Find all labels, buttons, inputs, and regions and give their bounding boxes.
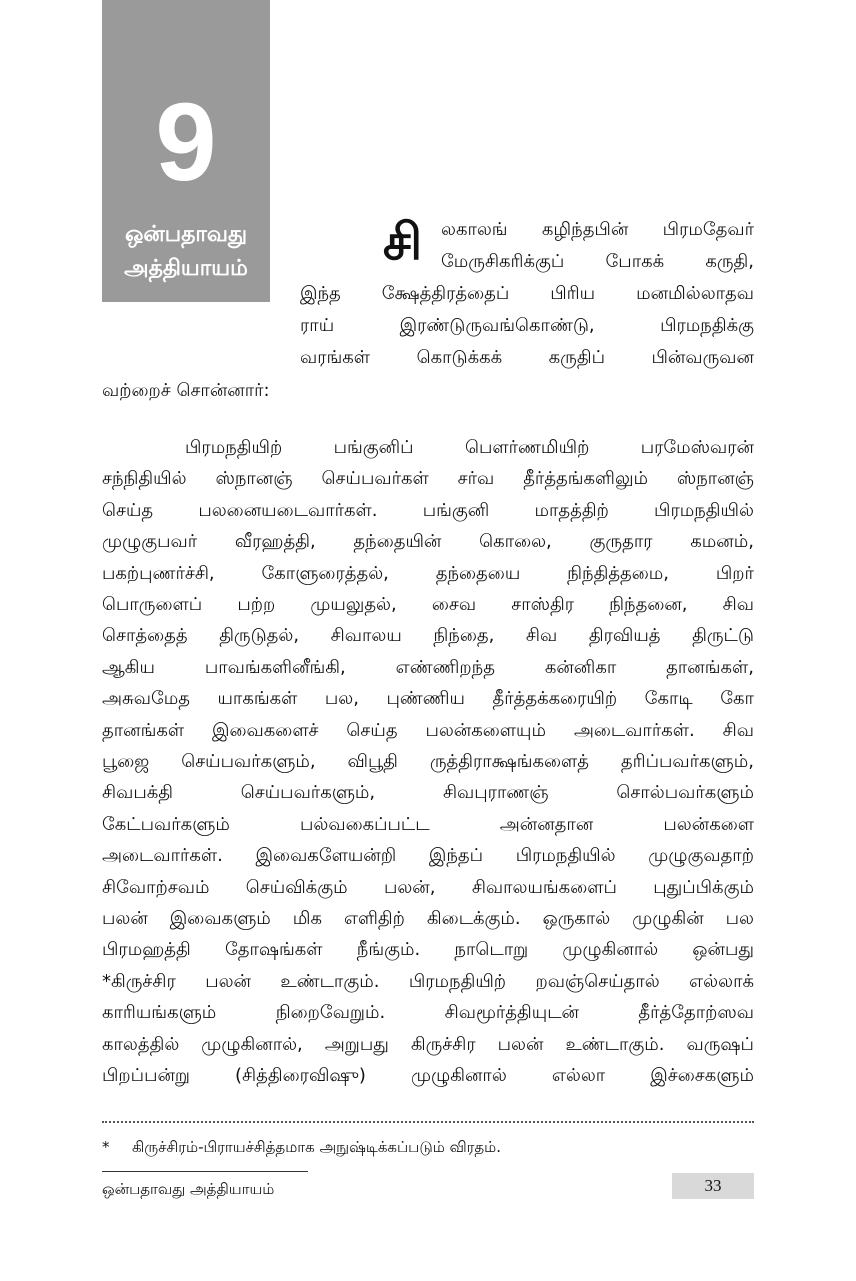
word: பலன்களை bbox=[663, 813, 754, 835]
intro-line bbox=[300, 346, 754, 370]
word: புண்ணிய bbox=[386, 688, 465, 710]
intro-line bbox=[300, 282, 754, 306]
body-line bbox=[102, 624, 754, 648]
word: சைவ bbox=[431, 594, 477, 615]
word: திருடுதல், bbox=[219, 625, 300, 647]
word: உண்டாகும். bbox=[280, 970, 380, 992]
body-line bbox=[102, 1033, 754, 1057]
word: றவஞ்செய்தால் bbox=[535, 970, 660, 992]
word: பலன் bbox=[205, 970, 251, 992]
drop-cap: சி bbox=[383, 213, 423, 271]
word: கமனம், bbox=[690, 531, 754, 553]
word: பிரமநதிக்கு bbox=[660, 315, 754, 336]
footnote bbox=[102, 1136, 754, 1158]
word: பிரமநதியிற் bbox=[185, 437, 283, 458]
body-line bbox=[102, 562, 754, 586]
word: ஸ்நானஞ் bbox=[215, 468, 293, 490]
word: பிரமநதியிற் bbox=[408, 970, 507, 992]
word: செய்பவர்களும், bbox=[181, 751, 316, 772]
word: அசுவமேத bbox=[102, 688, 190, 710]
footnote-marker: * bbox=[102, 1138, 110, 1156]
word: ஆகிய bbox=[102, 656, 155, 678]
chapter-title bbox=[102, 218, 270, 286]
body-line bbox=[102, 1001, 754, 1025]
word: பகற்புணர்ச்சி, bbox=[102, 562, 215, 584]
word: முழுகினால் bbox=[411, 1065, 507, 1086]
body-line bbox=[102, 781, 754, 805]
word: நிந்தித்தமை, bbox=[567, 562, 670, 584]
word: பல, bbox=[324, 688, 359, 710]
body-line bbox=[185, 436, 754, 460]
body-line bbox=[102, 719, 754, 743]
word: சிவ bbox=[525, 625, 558, 647]
word: பிரிய bbox=[550, 283, 596, 304]
word: புதுப்பிக்கும் bbox=[653, 876, 754, 898]
word: மாதத்திற் bbox=[534, 499, 609, 521]
word: தோஷங்கள் bbox=[224, 939, 323, 961]
body-line bbox=[102, 530, 754, 554]
word: பங்குனி bbox=[422, 499, 490, 521]
word: இவைகளைச் bbox=[212, 719, 319, 741]
word: வருஷப் bbox=[686, 1033, 754, 1055]
word: ஒருகால் bbox=[542, 908, 611, 929]
body-line bbox=[102, 970, 754, 994]
word: முழுகினால் bbox=[562, 939, 659, 961]
word: அடைவார்கள். bbox=[573, 719, 695, 741]
intro-line bbox=[441, 218, 754, 242]
intro-line: வற்றைச் சொன்னார்: bbox=[102, 380, 270, 401]
word: பிரமநதியில் bbox=[515, 845, 616, 867]
word: சிவபக்தி bbox=[102, 782, 173, 804]
footnote-text: கிருச்சிரம்-பிராயச்சித்தமாக அநுஷ்டிக்கப்படும் விரதம். bbox=[132, 1138, 501, 1156]
word: பலனையடைவார்கள். bbox=[198, 499, 378, 521]
word: தானங்கள் bbox=[102, 719, 185, 741]
word: பல bbox=[725, 908, 754, 929]
word: மிக bbox=[292, 908, 322, 929]
word: எல்லாக் bbox=[689, 970, 754, 992]
word: கேட்பவர்களும் bbox=[102, 813, 230, 835]
word: நிந்தை, bbox=[433, 625, 495, 647]
word: தந்தையின் bbox=[353, 531, 442, 553]
word: அடைவார்கள். bbox=[102, 845, 223, 867]
body-line bbox=[102, 656, 754, 680]
page-number: 33 bbox=[672, 1173, 754, 1199]
word: செய்பவர்கள் bbox=[321, 468, 429, 490]
running-title: ஒன்பதாவது அத்தியாயம் bbox=[102, 1180, 275, 1198]
word: பலன், bbox=[383, 876, 436, 898]
word: கோடி bbox=[644, 688, 693, 710]
word: யாகங்கள் bbox=[217, 688, 298, 710]
chapter-title-line-1: ஒன்பதாவது bbox=[124, 222, 248, 247]
word: பிரமஹத்தி bbox=[102, 939, 191, 961]
word: சிவ bbox=[722, 719, 754, 741]
word: இந்த bbox=[300, 283, 341, 304]
word: வீரஹத்தி, bbox=[234, 531, 316, 553]
word: தீர்த்தங்களிலும் bbox=[523, 468, 648, 490]
body-line bbox=[102, 687, 754, 711]
word: ஒன்பது bbox=[692, 939, 754, 961]
word: கழிந்தபின் bbox=[541, 219, 629, 240]
word: இந்தப் bbox=[428, 845, 484, 867]
word: கோ bbox=[720, 688, 754, 710]
word: திரவியத் bbox=[588, 625, 661, 647]
word: கருதிப் bbox=[548, 347, 605, 368]
word: கருதி, bbox=[705, 251, 754, 272]
word: கொலை, bbox=[479, 531, 552, 553]
word: அறுபது bbox=[324, 1033, 389, 1055]
word: லகாலங் bbox=[441, 219, 508, 240]
word: பலன்களையும் bbox=[425, 719, 546, 741]
body-line bbox=[102, 844, 754, 868]
word: நாடொறு bbox=[454, 939, 529, 961]
word: காலத்தில் bbox=[102, 1033, 180, 1055]
word: இவைகளேயன்றி bbox=[255, 845, 397, 867]
word: முயலுதல், bbox=[310, 594, 397, 615]
word: அன்னதான bbox=[499, 813, 594, 835]
body-line bbox=[102, 876, 754, 900]
word: கன்னிகா bbox=[544, 656, 617, 678]
intro-line bbox=[300, 314, 754, 338]
word: *கிருச்சிர bbox=[102, 970, 176, 992]
word: இரண்டுருவங்கொண்டு, bbox=[399, 315, 595, 336]
word: எல்லா bbox=[551, 1065, 606, 1086]
word: வரங்கள் bbox=[300, 347, 371, 368]
word: எண்ணிறந்த bbox=[395, 656, 495, 678]
word: பலன் bbox=[497, 1033, 544, 1055]
word: ராய் bbox=[300, 315, 335, 336]
chapter-heading-box bbox=[102, 0, 270, 302]
word: சிவோற்சவம் bbox=[102, 876, 210, 898]
intro-line bbox=[441, 250, 754, 274]
body-line bbox=[102, 907, 754, 931]
chapter-number: 9 bbox=[155, 81, 217, 204]
body-line bbox=[102, 750, 754, 774]
word: காரியங்களும் bbox=[102, 1002, 217, 1024]
body-line bbox=[102, 593, 754, 617]
word: சிவமூர்த்தியுடன் bbox=[444, 1002, 579, 1024]
word: தந்தையை bbox=[435, 562, 521, 584]
word: பாவங்களினீங்கி, bbox=[204, 656, 346, 678]
word: முழுகுபவர் bbox=[102, 531, 198, 553]
word: எளிதிற் bbox=[343, 908, 405, 929]
word: ஸ்நானஞ் bbox=[676, 468, 754, 490]
body-line bbox=[102, 1064, 754, 1088]
word: பின்வருவன bbox=[651, 347, 754, 368]
word: திருட்டு bbox=[692, 625, 754, 647]
word: ருத்திராக்ஷங்களைத் bbox=[429, 751, 589, 772]
body-line bbox=[102, 813, 754, 837]
word: பௌர்ணமியிற் bbox=[464, 437, 590, 458]
word: சர்வ bbox=[457, 468, 495, 490]
word: குருதார bbox=[589, 531, 653, 553]
word: தரிப்பவர்களும், bbox=[620, 751, 754, 772]
word: பங்குனிப் bbox=[333, 437, 414, 458]
word: பிரமநதியில் bbox=[654, 499, 754, 521]
chapter-title-line-2: அத்தியாயம் bbox=[124, 256, 248, 281]
word: (சித்திரைவிஷு) bbox=[235, 1065, 366, 1086]
word: சிவ bbox=[722, 594, 754, 615]
word: கோளுரைத்தல், bbox=[261, 562, 389, 584]
footnote-separator bbox=[102, 1121, 754, 1123]
word: செய்த bbox=[102, 499, 154, 521]
word: மேருசிகரிக்குப் bbox=[441, 251, 565, 272]
word: தானங்கள், bbox=[666, 656, 754, 678]
word: செய்விக்கும் bbox=[245, 876, 348, 898]
word: செய்த bbox=[346, 719, 398, 741]
body-line bbox=[102, 467, 754, 491]
body-line bbox=[102, 938, 754, 962]
word: விபூதி bbox=[347, 751, 398, 772]
word: கிருச்சிர bbox=[410, 1033, 476, 1055]
word: பரமேஸ்வரன் bbox=[640, 437, 754, 458]
word: நிந்தனை, bbox=[609, 594, 688, 615]
word: சொத்தைத் bbox=[102, 625, 188, 647]
word: சொல்பவர்களும் bbox=[616, 782, 754, 804]
word: சிவாலயங்களைப் bbox=[471, 876, 617, 898]
footer-rule bbox=[102, 1171, 308, 1172]
word: கிடைக்கும். bbox=[426, 908, 521, 929]
word: தீர்த்தக்கரையிற் bbox=[492, 688, 618, 710]
word: சந்நிதியில் bbox=[102, 468, 187, 490]
word: பலன் bbox=[102, 908, 148, 929]
word: இச்சைகளும் bbox=[650, 1065, 754, 1086]
word: பிறப்பன்று bbox=[102, 1065, 190, 1086]
word: தீர்த்தோற்ஸவ bbox=[638, 1002, 754, 1024]
word: முழுகினால், bbox=[201, 1033, 303, 1055]
word: பூஜை bbox=[102, 751, 150, 772]
word: பிரமதேவர் bbox=[662, 219, 754, 240]
word: பற்ற bbox=[237, 594, 276, 615]
word: பொருளைப் bbox=[102, 594, 203, 615]
word: முழுகுவதாற் bbox=[648, 845, 754, 867]
word: சிவாலய bbox=[330, 625, 402, 647]
word: மனமில்லாதவ bbox=[636, 283, 754, 304]
word: சிவபுராணஞ் bbox=[442, 782, 549, 804]
word: க்ஷேத்திரத்தைப் bbox=[381, 283, 510, 304]
word: சாஸ்திர bbox=[511, 594, 574, 615]
body-line bbox=[102, 499, 754, 523]
word: பிறர் bbox=[715, 562, 754, 584]
word: நிறைவேறும். bbox=[275, 1002, 386, 1024]
word: இவைகளும் bbox=[169, 908, 271, 929]
word: பல்வகைப்பட்ட bbox=[300, 813, 430, 835]
word: செய்பவர்களும், bbox=[240, 782, 376, 804]
word: முழுகின் bbox=[632, 908, 704, 929]
word: கொடுக்கக் bbox=[416, 347, 503, 368]
word: போகக் bbox=[605, 251, 665, 272]
word: நீங்கும். bbox=[356, 939, 421, 961]
word: உண்டாகும். bbox=[565, 1033, 665, 1055]
